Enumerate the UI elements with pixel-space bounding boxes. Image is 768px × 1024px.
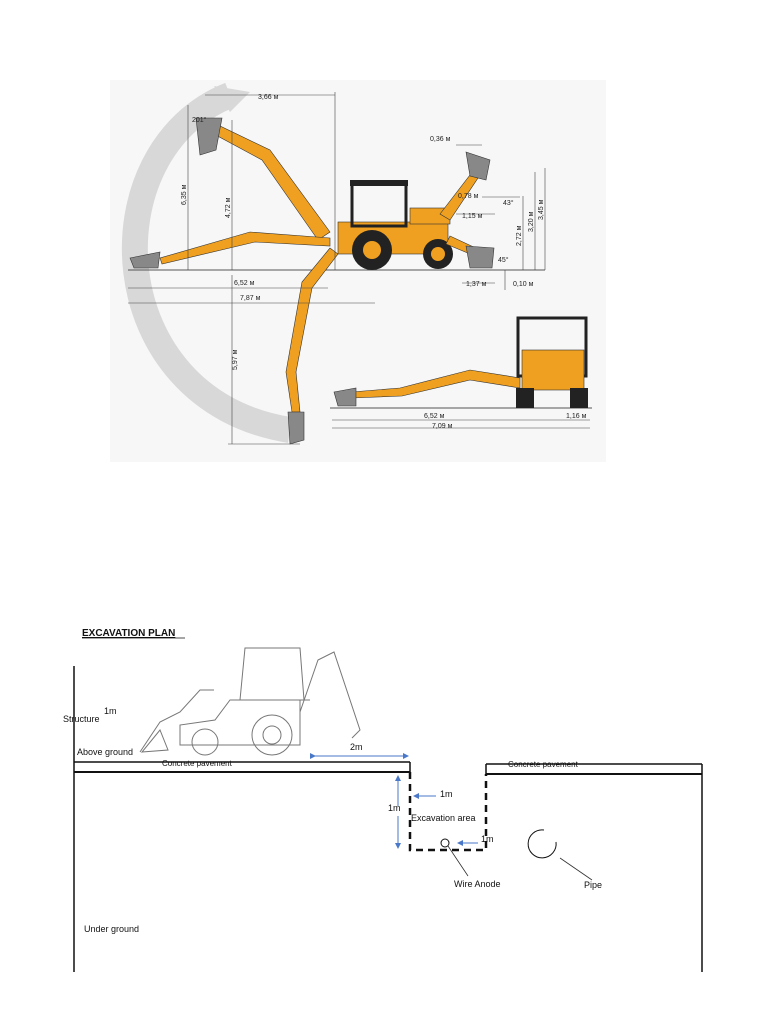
dim-6-35: 6,35 м: [181, 184, 188, 205]
plan-title: EXCAVATION PLAN: [82, 628, 176, 639]
dim-side-7-09: 7,09 м: [432, 423, 453, 430]
wire-anode-symbol: [441, 839, 449, 847]
dim-0-36: 0,36 м: [430, 136, 451, 143]
dim-3-45: 3,45 м: [538, 199, 545, 220]
label-1m-top: 1m: [104, 706, 117, 716]
label-concrete-left: Concrete pavement: [162, 759, 232, 768]
dim-7-87: 7,87 м: [240, 295, 261, 302]
label-concrete-right: Concrete pavement: [508, 760, 578, 769]
label-under-ground: Under ground: [84, 924, 140, 934]
pipe-symbol: [528, 830, 556, 858]
excavation-pit: [410, 772, 486, 850]
dim-2-72: 2,72 м: [516, 225, 523, 246]
dim-side-6-52: 6,52 м: [424, 413, 445, 420]
dim-0-78: 0,78 м: [458, 193, 479, 200]
label-1m-side: 1m: [440, 789, 453, 799]
dim-angle-43: 43°: [503, 200, 514, 207]
dim-angle-45: 45°: [498, 257, 509, 264]
dim-4-72: 4,72 м: [225, 197, 232, 218]
label-structure: Structure: [63, 714, 100, 724]
dim-1-37: 1,37 м: [466, 281, 487, 288]
dim-3-20: 3,20 м: [528, 211, 535, 232]
label-2m: 2m: [350, 742, 363, 752]
label-excavation-area: Excavation area: [411, 813, 476, 823]
label-1m-bottom: 1m: [481, 834, 494, 844]
backhoe-outline: [140, 648, 360, 755]
label-wire-anode: Wire Anode: [454, 879, 501, 889]
dim-3-66: 3,66 м: [258, 94, 279, 101]
excavation-plan: [63, 628, 702, 972]
dim-5-97: 5,97 м: [232, 349, 239, 370]
dim-6-52: 6,52 м: [234, 280, 255, 287]
label-1m-depth: 1m: [388, 803, 401, 813]
dim-side-1-16: 1,16 м: [566, 413, 587, 420]
backhoe-spec-figure: [110, 80, 606, 462]
dim-1-15: 1,15 м: [462, 213, 483, 220]
dim-0-10: 0,10 м: [513, 281, 534, 288]
dim-angle-201: 201°: [192, 117, 207, 124]
label-above-ground: Above ground: [77, 747, 134, 757]
label-pipe: Pipe: [584, 880, 603, 890]
